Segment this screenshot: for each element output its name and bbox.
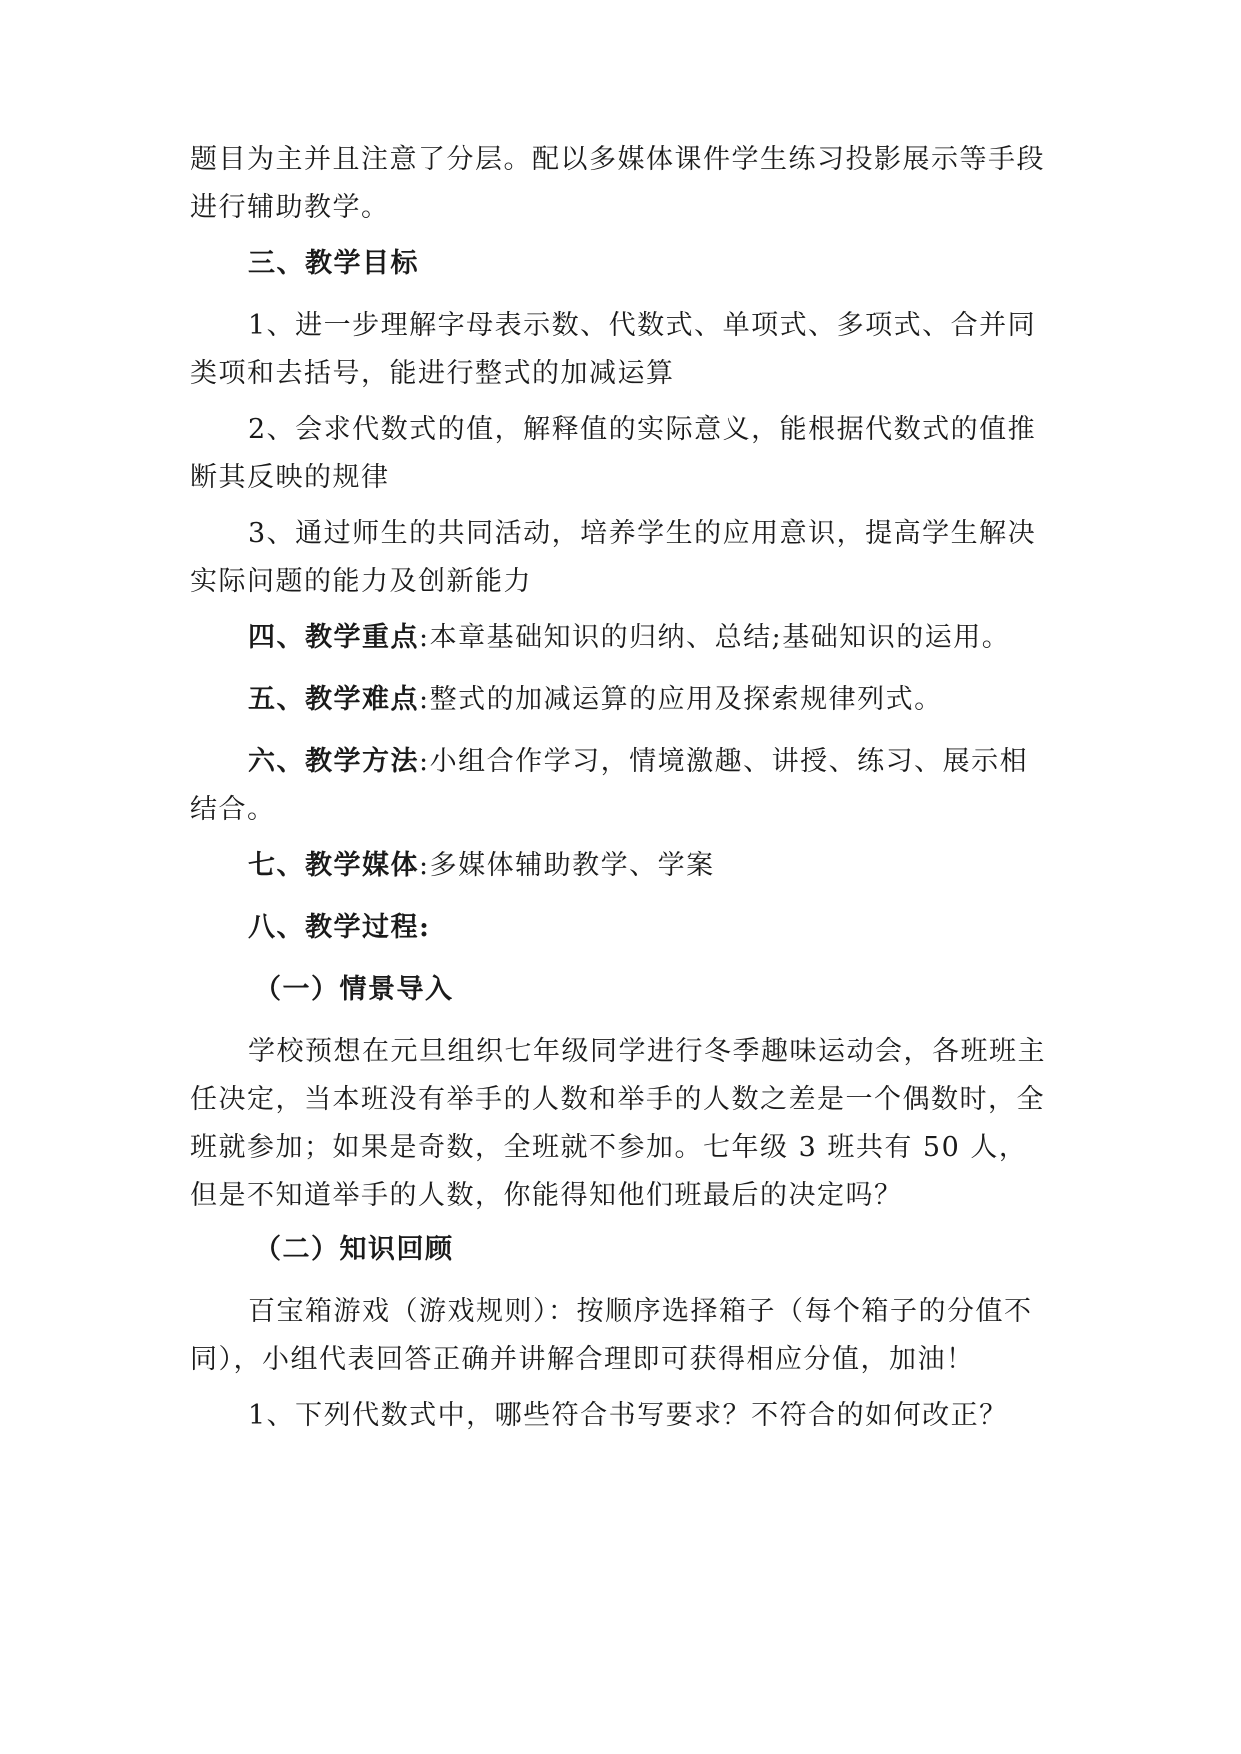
section-7-label: 七、教学媒体	[248, 850, 419, 881]
objective-item-1: 1、进一步理解字母表示数、代数式、单项式、多项式、合并同类项和去括号，能进行整式的加减运算	[190, 310, 1037, 389]
part-2-heading: （二）知识回顾	[254, 1234, 454, 1265]
section-5-label: 五、教学难点	[248, 684, 419, 715]
section-7-text: :多媒体辅助教学、学案	[419, 850, 715, 881]
section-3-heading: 三、教学目标	[248, 248, 419, 279]
question-1: 1、下列代数式中，哪些符合书写要求？不符合的如何改正？	[248, 1400, 1008, 1431]
section-6-text: :小组合作学习，情境激趣、讲授、练习、展示相结合。	[190, 746, 1029, 825]
section-6	[190, 738, 1050, 834]
section-4-text: :本章基础知识的归纳、总结;基础知识的运用。	[419, 622, 1011, 653]
part-1-text: 学校预想在元旦组织七年级同学进行冬季趣味运动会，各班班主任决定，当本班没有举手的人数和举手的人数之差是一个偶数时，全班就参加；如果是奇数，全班就不参加。七年级 3 班共有 50 人，但是不知道举手的人数，你能得知他们班最后的决定吗？	[190, 1036, 1046, 1211]
intro-continuation: 题目为主并且注意了分层。配以多媒体课件学生练习投影展示等手段进行辅助教学。	[190, 144, 1045, 223]
section-6-label: 六、教学方法	[248, 746, 419, 777]
section-8-heading: 八、教学过程:	[248, 912, 431, 943]
objective-item-3: 3、通过师生的共同活动，培养学生的应用意识，提高学生解决实际问题的能力及创新能力	[190, 518, 1037, 597]
section-4	[190, 614, 1050, 662]
part-2-text: 百宝箱游戏（游戏规则）：按顺序选择箱子（每个箱子的分值不同），小组代表回答正确并讲解合理即可获得相应分值，加油！	[190, 1296, 1033, 1375]
section-4-label: 四、教学重点	[248, 622, 419, 653]
objective-item-2: 2、会求代数式的值，解释值的实际意义，能根据代数式的值推断其反映的规律	[190, 414, 1037, 493]
part-1-heading: （一）情景导入	[254, 974, 454, 1005]
section-5	[190, 676, 1050, 724]
section-7	[190, 842, 1050, 890]
section-5-text: :整式的加减运算的应用及探索规律列式。	[419, 684, 943, 715]
